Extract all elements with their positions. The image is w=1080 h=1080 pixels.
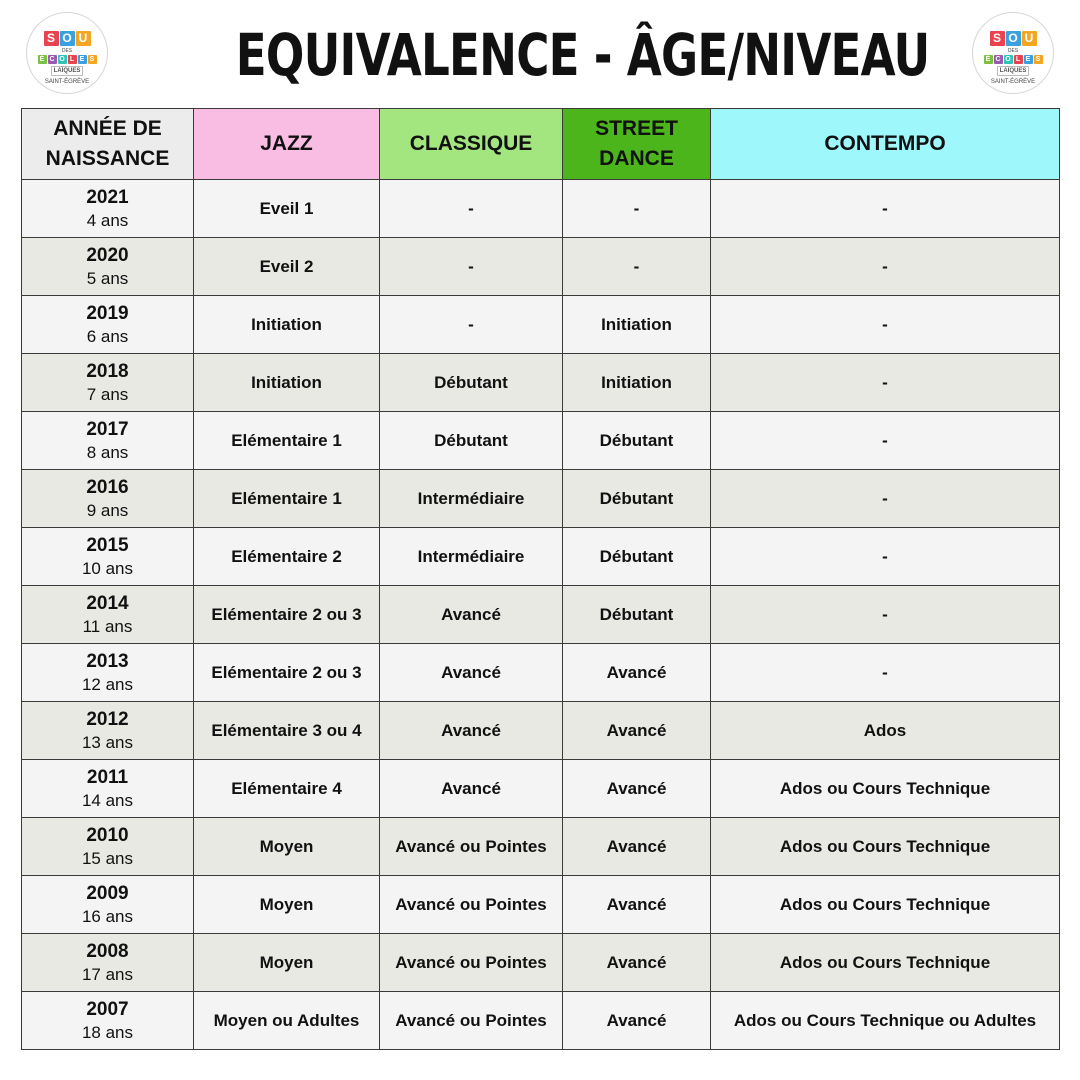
cell-street: - xyxy=(563,180,711,238)
logo-letter: U xyxy=(1022,31,1037,46)
cell-contempo: - xyxy=(711,470,1060,528)
cell-classique: - xyxy=(380,238,563,296)
age: 9 ans xyxy=(86,500,129,520)
age: 11 ans xyxy=(82,616,133,636)
birth-year: 2020 xyxy=(86,244,129,266)
cell-jazz: Initiation xyxy=(194,354,380,412)
cell-birth-year xyxy=(22,876,194,934)
cell-classique: Avancé ou Pointes xyxy=(380,992,563,1050)
logo-tag: LAÏQUES xyxy=(51,66,84,76)
cell-street: Avancé xyxy=(563,818,711,876)
cell-classique: Débutant xyxy=(380,354,563,412)
logo-word-sou xyxy=(973,31,1053,46)
cell-jazz: Elémentaire 3 ou 4 xyxy=(194,702,380,760)
logo-letter: C xyxy=(49,56,55,63)
cell-classique: Intermédiaire xyxy=(380,470,563,528)
cell-classique: Avancé ou Pointes xyxy=(380,876,563,934)
cell-contempo: Ados ou Cours Technique xyxy=(711,760,1060,818)
table-row xyxy=(22,992,1060,1050)
birth-year: 2019 xyxy=(86,302,129,324)
logo-letter: U xyxy=(76,31,91,46)
logo-word-ecoles xyxy=(973,55,1053,64)
cell-street: Avancé xyxy=(563,876,711,934)
age: 7 ans xyxy=(86,384,129,404)
cell-street: Débutant xyxy=(563,586,711,644)
logo-letter: O xyxy=(59,56,65,63)
cell-jazz: Moyen ou Adultes xyxy=(194,992,380,1050)
logo-letter: O xyxy=(1005,56,1011,63)
table-row xyxy=(22,470,1060,528)
cell-birth-year xyxy=(22,180,194,238)
cell-jazz: Elémentaire 2 ou 3 xyxy=(194,644,380,702)
cell-jazz: Moyen xyxy=(194,818,380,876)
logo-word-laiques xyxy=(973,66,1053,76)
header-street-line2: DANCE xyxy=(599,147,674,170)
cell-classique: Avancé ou Pointes xyxy=(380,934,563,992)
cell-birth-year xyxy=(22,412,194,470)
header-birth-year xyxy=(22,109,194,180)
table-row xyxy=(22,702,1060,760)
birth-year: 2016 xyxy=(86,476,129,498)
cell-jazz: Elémentaire 2 xyxy=(194,528,380,586)
cell-contempo: - xyxy=(711,180,1060,238)
logo-letter: L xyxy=(1014,55,1023,64)
birth-year: 2007 xyxy=(86,998,129,1020)
birth-year: 2008 xyxy=(86,940,129,962)
header-birth-year-line2: NAISSANCE xyxy=(45,147,170,170)
table-row xyxy=(22,644,1060,702)
age: 18 ans xyxy=(81,1022,134,1042)
cell-jazz: Elémentaire 1 xyxy=(194,412,380,470)
age: 12 ans xyxy=(81,674,134,694)
header-jazz: JAZZ xyxy=(194,109,380,180)
header-birth-year-line1: ANNÉE DE xyxy=(53,117,162,140)
table-row xyxy=(22,238,1060,296)
cell-contempo: - xyxy=(711,412,1060,470)
cell-street: Avancé xyxy=(563,992,711,1050)
header-row xyxy=(22,109,1060,180)
cell-jazz: Moyen xyxy=(194,934,380,992)
logo-letter: S xyxy=(44,31,59,46)
table-row xyxy=(22,876,1060,934)
page-title: EQUIVALENCE - ÂGE/NIVEAU xyxy=(235,21,930,89)
table-row xyxy=(22,354,1060,412)
table-row xyxy=(22,586,1060,644)
birth-year: 2014 xyxy=(86,592,129,614)
header-contempo: CONTEMPO xyxy=(711,109,1060,180)
cell-jazz: Eveil 1 xyxy=(194,180,380,238)
cell-jazz: Initiation xyxy=(194,296,380,354)
cell-birth-year xyxy=(22,818,194,876)
header-street-line1: STREET xyxy=(595,117,678,140)
birth-year: 2010 xyxy=(86,824,129,846)
logo-letter: E xyxy=(1024,55,1033,64)
birth-year: 2017 xyxy=(86,418,129,440)
table-row xyxy=(22,818,1060,876)
cell-contempo: - xyxy=(711,296,1060,354)
birth-year: 2013 xyxy=(86,650,129,672)
logo-text-des: DES xyxy=(61,48,73,54)
cell-classique: - xyxy=(380,296,563,354)
logo-word-ecoles xyxy=(27,55,107,64)
birth-year: 2021 xyxy=(86,186,129,208)
logo-text-town: SAINT-ÉGRÈVE xyxy=(990,79,1036,85)
cell-jazz: Moyen xyxy=(194,876,380,934)
logo-left xyxy=(26,12,108,94)
cell-jazz: Elémentaire 2 ou 3 xyxy=(194,586,380,644)
table-body xyxy=(22,180,1060,1050)
cell-jazz: Eveil 2 xyxy=(194,238,380,296)
cell-contempo: - xyxy=(711,528,1060,586)
table-row xyxy=(22,760,1060,818)
cell-classique: Intermédiaire xyxy=(380,528,563,586)
cell-contempo: Ados ou Cours Technique xyxy=(711,876,1060,934)
cell-contempo: Ados ou Cours Technique ou Adultes xyxy=(711,992,1060,1050)
logo-letter: L xyxy=(68,55,77,64)
cell-birth-year xyxy=(22,934,194,992)
cell-street: Avancé xyxy=(563,760,711,818)
logo-letter: E xyxy=(78,55,87,64)
logo-letter: O xyxy=(60,31,75,46)
cell-street: Débutant xyxy=(563,412,711,470)
cell-contempo: Ados xyxy=(711,702,1060,760)
cell-street: Avancé xyxy=(563,934,711,992)
logo-letter: S xyxy=(1034,55,1043,64)
cell-classique: Avancé ou Pointes xyxy=(380,818,563,876)
logo-letter: S xyxy=(88,55,97,64)
cell-classique: Débutant xyxy=(380,412,563,470)
age: 13 ans xyxy=(81,732,134,752)
cell-jazz: Elémentaire 4 xyxy=(194,760,380,818)
logo-text-town: SAINT-ÉGRÈVE xyxy=(44,79,90,85)
cell-birth-year xyxy=(22,528,194,586)
logo-word-laiques xyxy=(27,66,107,76)
cell-classique: - xyxy=(380,180,563,238)
birth-year: 2018 xyxy=(86,360,129,382)
cell-street: - xyxy=(563,238,711,296)
age: 6 ans xyxy=(86,326,129,346)
cell-birth-year xyxy=(22,238,194,296)
header-street-dance xyxy=(563,109,711,180)
header-classique: CLASSIQUE xyxy=(380,109,563,180)
logo-letter: C xyxy=(995,56,1001,63)
birth-year: 2011 xyxy=(86,766,129,788)
cell-jazz: Elémentaire 1 xyxy=(194,470,380,528)
cell-contempo: - xyxy=(711,586,1060,644)
logo-right xyxy=(972,12,1054,94)
logo-tag: LAÏQUES xyxy=(997,66,1030,76)
age: 14 ans xyxy=(81,790,134,810)
cell-contempo: Ados ou Cours Technique xyxy=(711,818,1060,876)
cell-street: Initiation xyxy=(563,296,711,354)
age: 16 ans xyxy=(81,906,134,926)
table-row xyxy=(22,412,1060,470)
table-row xyxy=(22,296,1060,354)
cell-birth-year xyxy=(22,296,194,354)
cell-street: Avancé xyxy=(563,702,711,760)
age: 5 ans xyxy=(86,268,129,288)
cell-birth-year xyxy=(22,702,194,760)
cell-contempo: - xyxy=(711,354,1060,412)
cell-birth-year xyxy=(22,354,194,412)
cell-street: Avancé xyxy=(563,644,711,702)
cell-street: Débutant xyxy=(563,470,711,528)
cell-street: Débutant xyxy=(563,528,711,586)
logo-word-sou xyxy=(27,31,107,46)
logo-letter: O xyxy=(1006,31,1021,46)
table-row xyxy=(22,528,1060,586)
cell-birth-year xyxy=(22,644,194,702)
cell-classique: Avancé xyxy=(380,586,563,644)
equivalence-table xyxy=(21,108,1060,1050)
cell-birth-year xyxy=(22,470,194,528)
cell-birth-year xyxy=(22,992,194,1050)
logo-letter: É xyxy=(984,55,993,64)
age: 8 ans xyxy=(86,442,129,462)
cell-classique: Avancé xyxy=(380,760,563,818)
birth-year: 2015 xyxy=(86,534,129,556)
cell-classique: Avancé xyxy=(380,702,563,760)
cell-contempo: - xyxy=(711,238,1060,296)
birth-year: 2009 xyxy=(86,882,129,904)
logo-text-des: DES xyxy=(1007,48,1019,54)
age: 10 ans xyxy=(81,558,134,578)
cell-contempo: - xyxy=(711,644,1060,702)
logo-letter: S xyxy=(990,31,1005,46)
cell-street: Initiation xyxy=(563,354,711,412)
age: 17 ans xyxy=(81,964,134,984)
cell-classique: Avancé xyxy=(380,644,563,702)
age: 15 ans xyxy=(81,848,134,868)
table-row xyxy=(22,934,1060,992)
logo-letter: É xyxy=(38,55,47,64)
birth-year: 2012 xyxy=(86,708,129,730)
age: 4 ans xyxy=(86,210,129,230)
cell-contempo: Ados ou Cours Technique xyxy=(711,934,1060,992)
cell-birth-year xyxy=(22,586,194,644)
cell-birth-year xyxy=(22,760,194,818)
table-row xyxy=(22,180,1060,238)
